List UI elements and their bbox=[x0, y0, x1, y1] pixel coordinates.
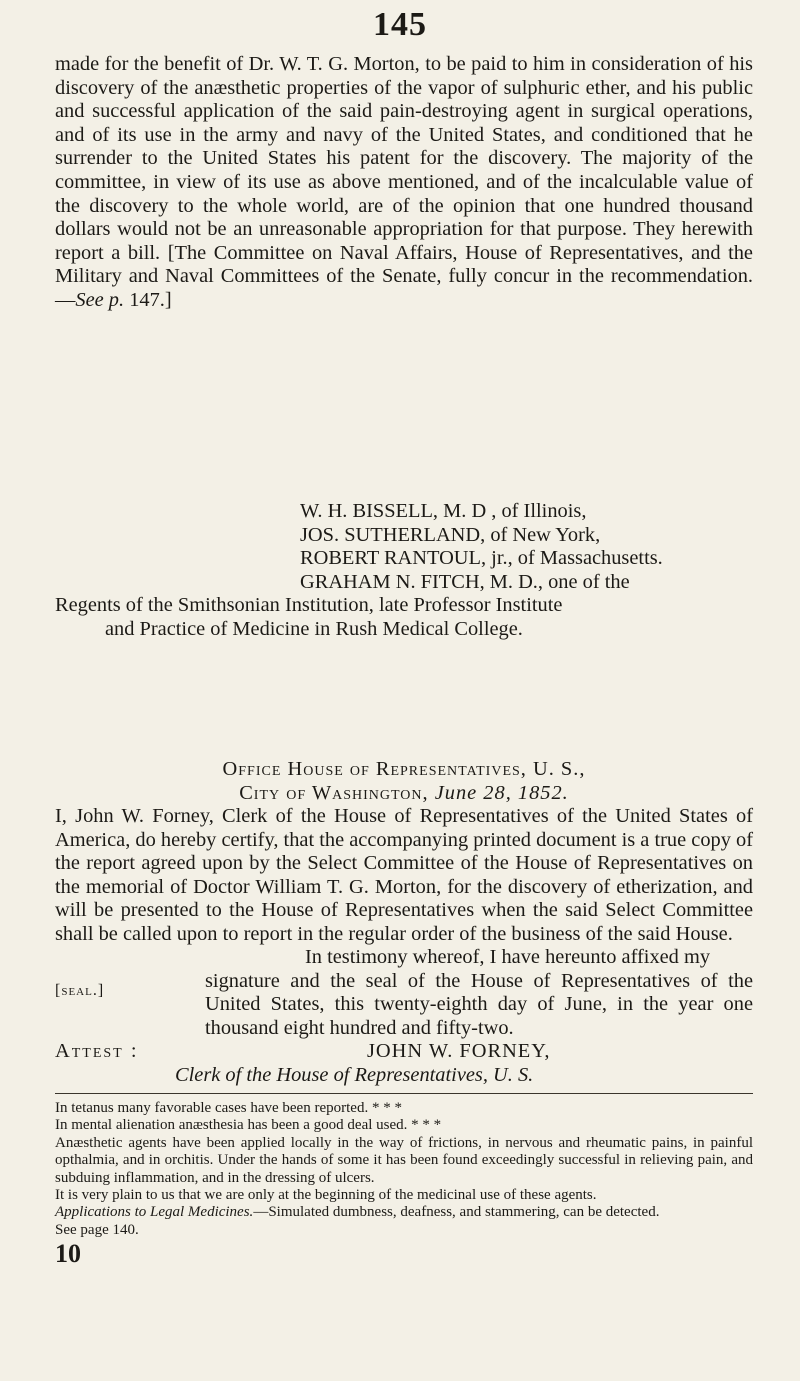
seal-label: [seal.] bbox=[55, 982, 105, 999]
date-text: June 28, 1852. bbox=[434, 781, 569, 804]
signer-fitch: GRAHAM N. FITCH, M. D., one of the bbox=[300, 570, 630, 593]
note-applications bbox=[55, 1204, 753, 1221]
signer-sutherland: JOS. SUTHERLAND, of New York, bbox=[300, 523, 601, 546]
testimony-block bbox=[55, 946, 753, 1040]
body-text: made for the benefit of Dr. W. T. G. Morton, to be paid to him in consideration of his discovery of the anæsthetic properties of the vapor of sulphuric ether, and his public and successful application of the said pain-destroying agent in surgical operations, and of its use in the army and navy of the United States, and conditioned that he surrender to the United States his patent for the discovery. The majority of the committee, in view of its use as above mentioned, and of the incalculable value of the discovery to the whole world, are of the opinion that one hundred thousand dollars would not be an unreasonable appropriation for that purpose. They herewith report a bill. [The Committee on Naval Affairs, House of Representatives, and the Military and Naval Committees of the Senate, fully concur in the recommendation.— bbox=[55, 53, 753, 311]
attest-label: Attest : bbox=[55, 1040, 139, 1062]
body-paragraph bbox=[55, 53, 753, 313]
applications-title: Applications to Legal Medicines. bbox=[55, 1204, 254, 1221]
city-date-line bbox=[55, 782, 753, 806]
footnotes bbox=[55, 1100, 753, 1267]
signature-mark: 10 bbox=[55, 1239, 81, 1269]
footnote-divider bbox=[55, 1093, 753, 1094]
note-anaesthetic-agents: Anæsthetic agents have been applied locally in the way of frictions, in nervous and rheumatic pains, in painful opthalmia, and in orchitis. Under the hands of some it has been found exceedingly successful in relieving pain, and subduing inflammation, and in the dressing of ulcers. bbox=[55, 1134, 753, 1186]
note-mental-alienation: In mental alienation anæsthesia has been a good deal used. * * * bbox=[55, 1117, 442, 1134]
signer-fitch-continued-2: and Practice of Medicine in Rush Medical College. bbox=[105, 617, 523, 640]
clerk-title: Clerk of the House of Representatives, U. S. bbox=[175, 1064, 534, 1086]
office-heading bbox=[55, 758, 753, 805]
city-label: City of Washington, bbox=[239, 781, 429, 804]
clerk-name: JOHN W. FORNEY, bbox=[367, 1040, 551, 1062]
testimony-text: signature and the seal of the House of Representatives of the United States, this twenty-eighth day of June, in the year one thousand eight hundred and fifty-two. bbox=[205, 969, 753, 1039]
signers-block bbox=[55, 500, 753, 642]
see-reference-page: 147.] bbox=[129, 288, 172, 311]
note-medicinal-use: It is very plain to us that we are only at the beginning of the medicinal use of these agents. bbox=[55, 1187, 597, 1204]
signer-bissell: W. H. BISSELL, M. D , of Illinois, bbox=[300, 500, 587, 522]
note-see-page: See page 140. bbox=[55, 1221, 139, 1238]
certification-paragraph: I, John W. Forney, Clerk of the House of Representatives of the United States of America, do hereby certify, that the accompanying printed document is a true copy of the report agreed upon by the Select Committee of the House of Representatives on the memorial of Doctor William T. G. Morton, for the discovery of etherization, and will be presented to the House of Representatives when the said Select Committee shall be called upon to report in the regular order of the business of the said House. bbox=[55, 805, 753, 945]
testimony-first-line: In testimony whereof, I have hereunto affixed my bbox=[305, 946, 711, 968]
signer-rantoul: ROBERT RANTOUL, jr., of Massachusetts. bbox=[300, 547, 663, 570]
note-tetanus: In tetanus many favorable cases have been reported. * * * bbox=[55, 1100, 402, 1116]
signer-fitch-continued: Regents of the Smithsonian Institution, late Professor Institute bbox=[55, 594, 563, 617]
page-number: 145 bbox=[373, 6, 427, 43]
applications-text: —Simulated dumbness, deafness, and stammering, can be detected. bbox=[253, 1204, 660, 1221]
see-reference: See p. bbox=[75, 288, 125, 311]
office-line: Office House of Representatives, U. S., bbox=[222, 758, 586, 780]
